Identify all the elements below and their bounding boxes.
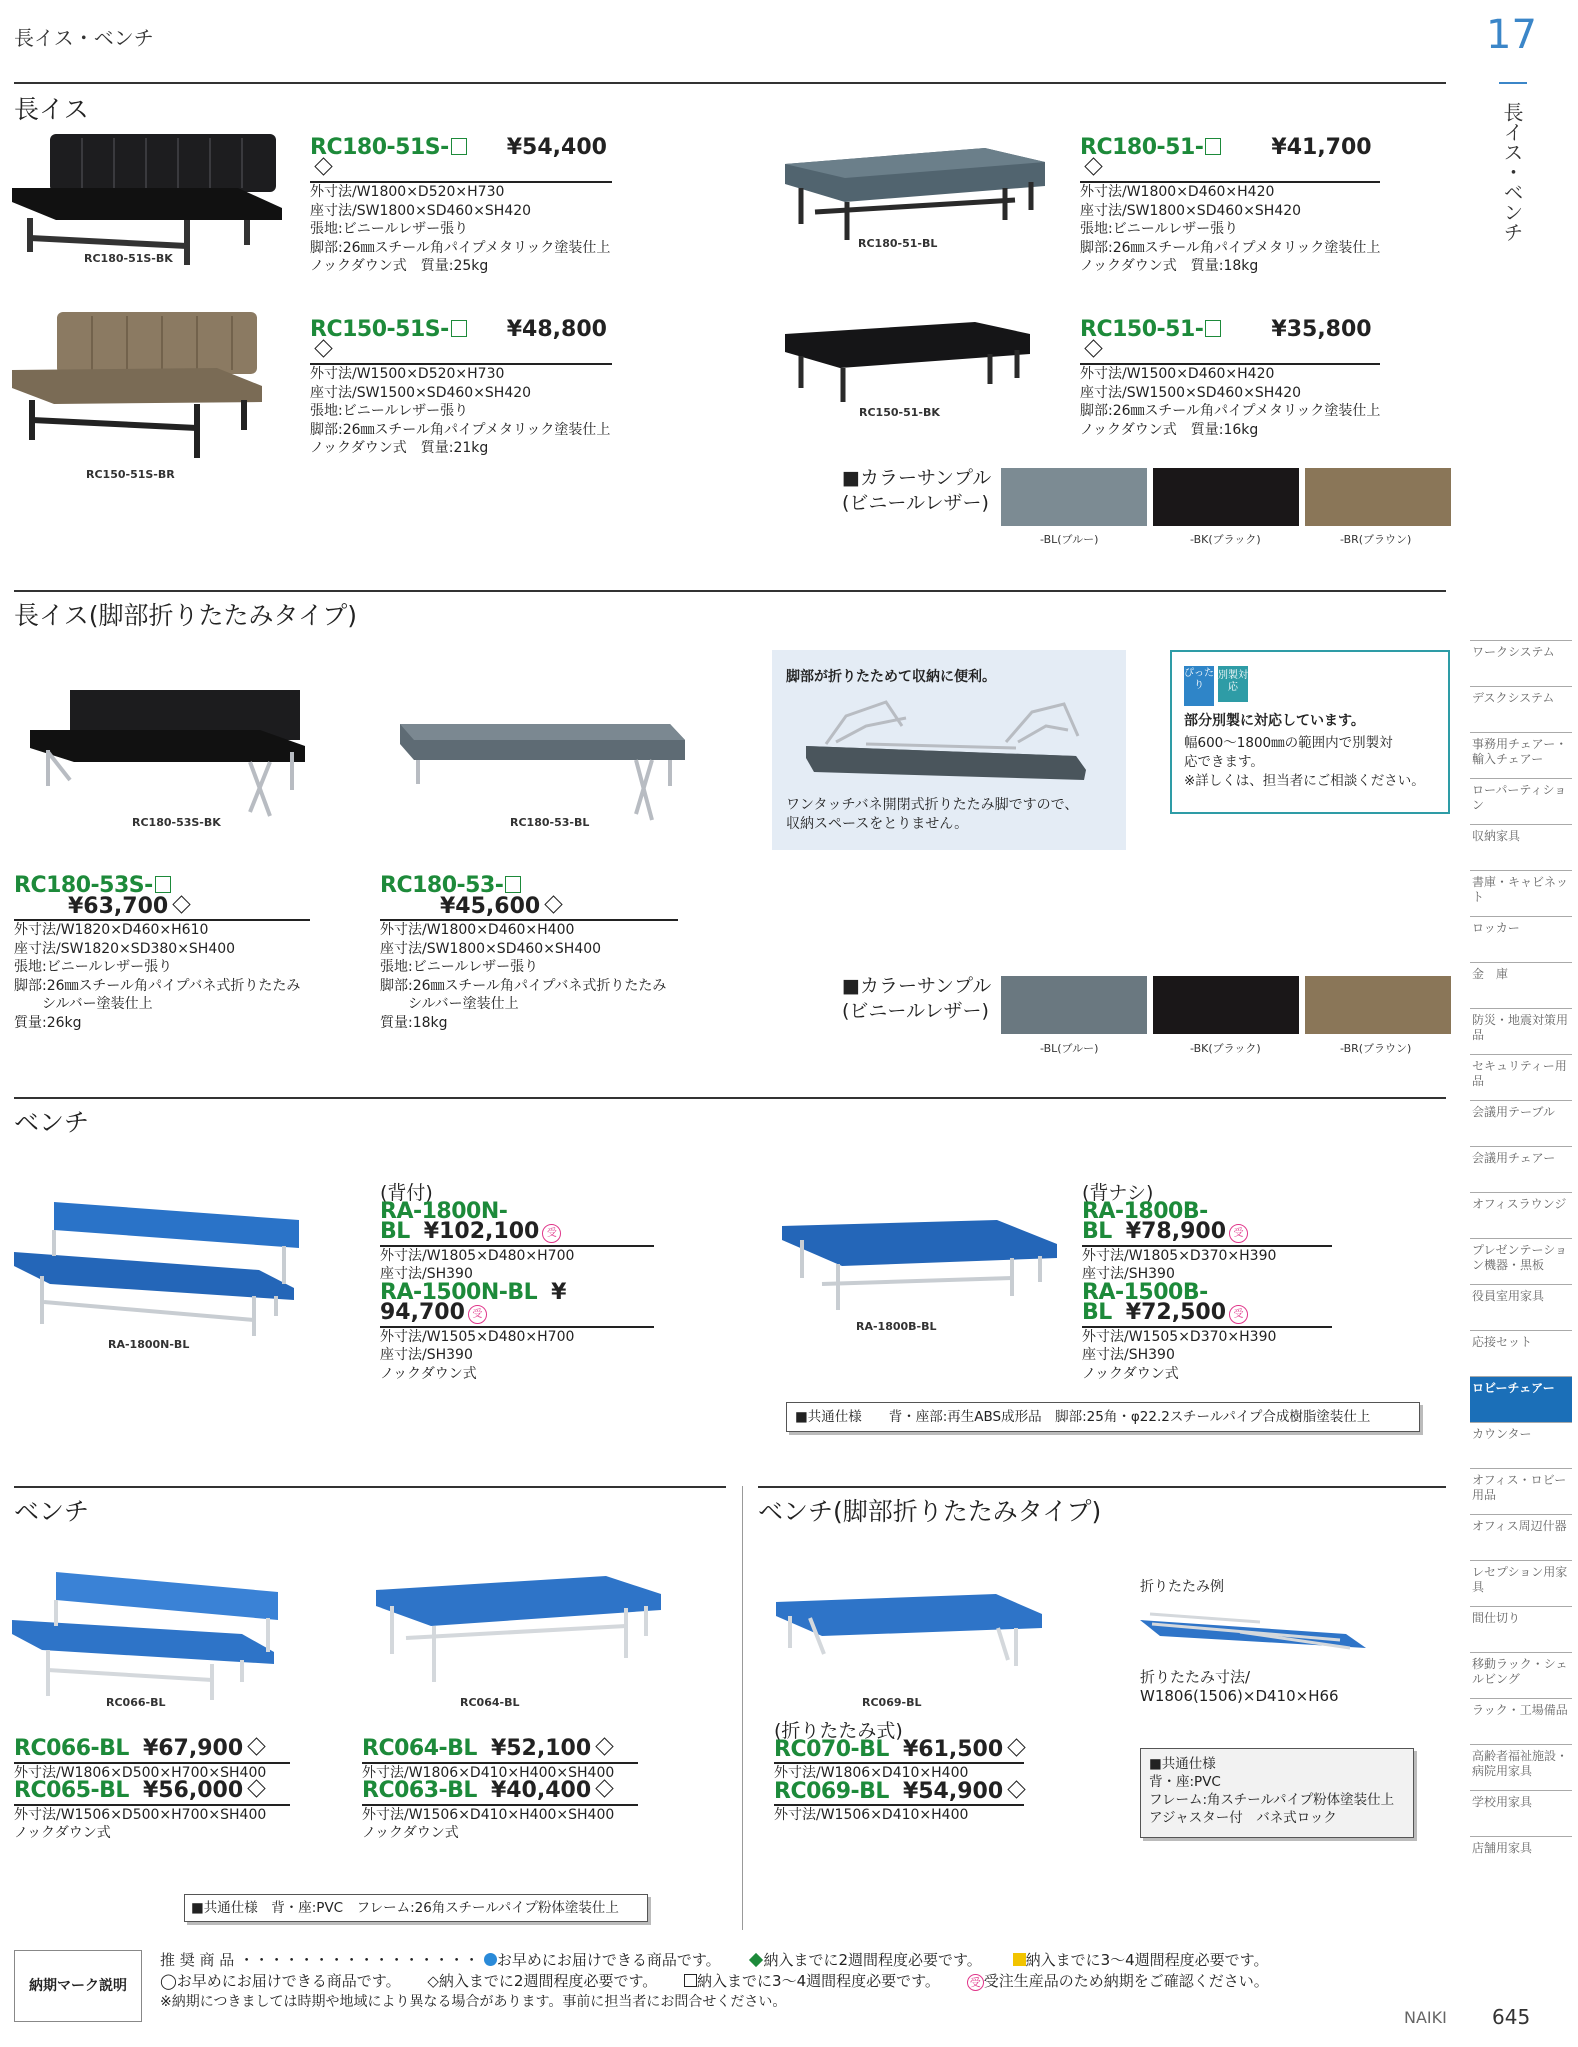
delivery-mark-diamond bbox=[314, 157, 332, 175]
color-sample-heading: ■カラーサンプル bbox=[842, 975, 992, 997]
spec-line: 座寸法/SW1800×SD460×SH420 bbox=[310, 202, 532, 219]
delivery-mark-diamond bbox=[1084, 339, 1102, 357]
delivery-mark-diamond bbox=[595, 1737, 613, 1755]
color-sample-subheading: (ビニールレザー) bbox=[842, 492, 989, 514]
legend-text: 推 奨 商 品 ・・・・・・・・・・・・・・・・ bbox=[160, 1951, 480, 1969]
page-title: 長イス・ベンチ bbox=[14, 26, 154, 50]
sidebar-item[interactable]: ロッカー bbox=[1470, 916, 1572, 963]
spec-line: 脚部:26㎜スチール角パイプメタリック塗装仕上 bbox=[1080, 403, 1381, 419]
color-box bbox=[505, 876, 521, 893]
delivery-legend bbox=[160, 1950, 1269, 2013]
price: ¥54,900 bbox=[902, 1778, 1004, 1804]
vertical-title: 長イス・ベンチ bbox=[1500, 102, 1524, 242]
sidebar-item-active[interactable]: ロビーチェアー bbox=[1470, 1376, 1572, 1423]
legend-text: 受注生産品のため納期をご確認ください。 bbox=[983, 1972, 1269, 1990]
delivery-mark-diamond bbox=[1084, 157, 1102, 175]
color-box bbox=[1205, 138, 1221, 155]
model-number: RA-1800B-BL bbox=[1082, 1198, 1208, 1244]
sidebar-item[interactable]: 移動ラック・シェルビング bbox=[1470, 1652, 1572, 1699]
spec-line: 脚部:26㎜スチール角パイプメタリック塗装仕上 bbox=[310, 421, 611, 438]
fit-badge: ぴったり bbox=[1184, 666, 1214, 706]
chapter-divider bbox=[1499, 82, 1527, 84]
spec-line: 外寸法/W1806×D410×H400×SH400 bbox=[362, 1764, 615, 1781]
product-image-rc150-51 bbox=[785, 322, 1030, 404]
section-divider bbox=[14, 1486, 726, 1488]
price: ¥78,900 bbox=[1125, 1219, 1226, 1244]
mark-order: 受 bbox=[967, 1974, 984, 1991]
spec-line: 外寸法/W1806×D410×H400 bbox=[774, 1765, 969, 1781]
swatch-label: -BR(ブラウン) bbox=[1340, 1042, 1412, 1055]
delivery-mark-diamond bbox=[1007, 1738, 1025, 1756]
section-divider bbox=[14, 1097, 1446, 1099]
spec-line: 外寸法/W1500×D520×H730 bbox=[310, 366, 505, 382]
product-rc150-51s bbox=[310, 317, 612, 458]
product-rc180-53s bbox=[14, 873, 310, 1032]
custom-order-box bbox=[1170, 650, 1450, 814]
swatch-label: -BK(ブラック) bbox=[1190, 533, 1261, 546]
product-image-ra-1800b bbox=[782, 1218, 1057, 1318]
price: ¥40,400 bbox=[490, 1778, 592, 1803]
color-sample-subheading: (ビニールレザー) bbox=[842, 1000, 989, 1022]
fold-box-text bbox=[786, 796, 1078, 834]
price: ¥67,900 bbox=[142, 1736, 244, 1761]
model-number: RC180-53S- bbox=[14, 873, 153, 898]
color-box bbox=[451, 320, 467, 337]
spec-line: 外寸法/W1505×D480×H700 bbox=[380, 1328, 575, 1345]
swatch-blue bbox=[1001, 468, 1147, 526]
column-divider bbox=[742, 1486, 743, 1930]
fold-size bbox=[1140, 1668, 1339, 1706]
spec-line: 質量:26kg bbox=[14, 1014, 82, 1031]
spec-line: 脚部:26㎜スチール角パイプメタリック塗装仕上 bbox=[310, 239, 611, 256]
delivery-mark-diamond bbox=[173, 895, 191, 913]
sidebar-item[interactable]: 会議用チェアー bbox=[1470, 1146, 1572, 1193]
fold-size-value: W1806(1506)×D410×H66 bbox=[1140, 1687, 1339, 1705]
spec-line: ノックダウン式 bbox=[380, 1365, 477, 1382]
spec-line: ノックダウン式 質量:18kg bbox=[1080, 258, 1259, 274]
swatch-black bbox=[1153, 976, 1299, 1034]
custom-box-line: 幅600～1800㎜の範囲内で別製対 bbox=[1184, 735, 1393, 751]
price: ¥48,800 bbox=[506, 317, 607, 342]
spec-line: 座寸法/SW1820×SD380×SH400 bbox=[14, 940, 236, 957]
swatch-label: -BL(ブルー) bbox=[1040, 1042, 1099, 1055]
section-title-folding-bench: ベンチ(脚部折りたたみタイプ) bbox=[758, 1497, 1102, 1526]
spec-line: 座寸法/SW1800×SD460×SH420 bbox=[1080, 202, 1302, 219]
swatch-brown bbox=[1305, 468, 1451, 526]
sidebar-item[interactable]: ラック・工場備品 bbox=[1470, 1698, 1572, 1745]
mark-green-diamond bbox=[749, 1953, 763, 1967]
common-spec-line: アジャスター付 バネ式ロック bbox=[1149, 1810, 1337, 1826]
color-sample-heading: ■カラーサンプル bbox=[842, 467, 992, 489]
image-caption: RC150-51S-BR bbox=[86, 468, 175, 481]
delivery-mark-order: 受 bbox=[1229, 1305, 1248, 1324]
spec-line: 張地:ビニールレザー張り bbox=[310, 403, 469, 419]
spec-line: ノックダウン式 bbox=[1082, 1365, 1179, 1382]
legend-text: ◯お早めにお届けできる商品です。 bbox=[160, 1972, 401, 1990]
swatch-brown bbox=[1305, 976, 1451, 1034]
color-sample-title bbox=[842, 974, 991, 1024]
spec-line: 外寸法/W1506×D500×H700×SH400 bbox=[14, 1806, 267, 1823]
sidebar-item[interactable]: 防災・地震対策用品 bbox=[1470, 1008, 1572, 1055]
spec-line: 外寸法/W1800×D520×H730 bbox=[310, 184, 505, 200]
mark-square bbox=[684, 1974, 697, 1987]
sidebar-item[interactable]: 応接セット bbox=[1470, 1330, 1572, 1377]
model-number: RC180-53- bbox=[380, 873, 504, 898]
price: ¥ 94,700 bbox=[380, 1279, 567, 1325]
fold-feature-box bbox=[772, 650, 1126, 850]
fold-example-image bbox=[1140, 1610, 1370, 1658]
swatch-black bbox=[1153, 468, 1299, 526]
product-rc064-063 bbox=[362, 1736, 638, 1843]
product-ra-noback bbox=[1082, 1184, 1332, 1383]
image-caption: RC066-BL bbox=[106, 1696, 166, 1709]
custom-box-line: ※詳しくは、担当者にご相談ください。 bbox=[1184, 773, 1425, 789]
sidebar-item[interactable]: 収納家具 bbox=[1470, 824, 1572, 871]
spec-line: 外寸法/W1820×D460×H610 bbox=[14, 922, 209, 938]
legend-text: 納入までに2週間程度必要です。 bbox=[763, 1951, 982, 1969]
spec-line: 外寸法/W1800×D460×H420 bbox=[1080, 184, 1275, 200]
image-caption: RA-1800B-BL bbox=[856, 1320, 937, 1333]
section-title-bench: ベンチ bbox=[14, 1108, 90, 1137]
image-caption: RC064-BL bbox=[460, 1696, 520, 1709]
sidebar-item[interactable]: カウンター bbox=[1470, 1422, 1572, 1469]
chapter-number: 17 bbox=[1486, 12, 1537, 58]
product-image-ra-1800n bbox=[14, 1200, 304, 1340]
color-box bbox=[1205, 320, 1221, 337]
sidebar-item[interactable]: 事務用チェアー・輸入チェアー bbox=[1470, 732, 1572, 779]
section-divider bbox=[758, 1486, 1446, 1488]
custom-box-line: 応できます。 bbox=[1184, 754, 1264, 770]
product-image-rc180-53 bbox=[400, 714, 685, 824]
spec-line: 外寸法/W1805×D370×H390 bbox=[1082, 1247, 1277, 1264]
rc06-common-spec: ■共通仕様 背・座:PVC フレーム:26角スチールパイプ粉体塗装仕上 bbox=[184, 1894, 648, 1922]
product-image-rc180-51s bbox=[12, 130, 282, 270]
brand-name: NAIKI bbox=[1404, 2008, 1447, 2027]
product-ra-back bbox=[380, 1184, 654, 1383]
spec-line: ノックダウン式 質量:21kg bbox=[310, 440, 489, 456]
legend-note: ※納期につきましては時期や地域により異なる場合があります。事前に担当者にお問合せください。 bbox=[160, 1994, 787, 2010]
product-rc180-53 bbox=[380, 873, 678, 1032]
color-sample-title bbox=[842, 466, 991, 516]
legend-text: お早めにお届けできる商品です。 bbox=[496, 1951, 721, 1969]
spec-line: 脚部:26㎜スチール角パイプバネ式折りたたみ bbox=[14, 977, 301, 994]
fold-example-label: 折りたたみ例 bbox=[1140, 1579, 1224, 1595]
fold-box-line: ワンタッチバネ開閉式折りたたみ脚ですので、 bbox=[786, 797, 1079, 813]
delivery-legend-label: 納期マーク説明 bbox=[14, 1950, 142, 2022]
model-number: RC063-BL bbox=[362, 1778, 477, 1803]
price: ¥61,500 bbox=[902, 1736, 1004, 1762]
spec-line: 外寸法/W1505×D370×H390 bbox=[1082, 1328, 1277, 1345]
spec-line: 座寸法/SW1800×SD460×SH400 bbox=[380, 940, 602, 957]
price: ¥63,700 bbox=[68, 893, 169, 919]
price: ¥45,600 bbox=[440, 893, 541, 919]
ra-common-spec: ■共通仕様 背・座部:再生ABS成形品 脚部:25角・φ22.2スチールパイプ合成樹脂塗装仕上 bbox=[786, 1402, 1420, 1432]
spec-line: ノックダウン式 bbox=[14, 1825, 111, 1841]
product-image-rc064 bbox=[376, 1576, 661, 1686]
spec-line: ノックダウン式 質量:25kg bbox=[310, 258, 489, 274]
product-image-rc150-51s bbox=[12, 310, 262, 462]
spec-line: 外寸法/W1806×D500×H700×SH400 bbox=[14, 1764, 267, 1781]
model-number: RA-1800N-BL bbox=[380, 1198, 508, 1244]
price: ¥52,100 bbox=[490, 1736, 592, 1761]
sidebar-item[interactable]: オフィス周辺什器 bbox=[1470, 1514, 1572, 1561]
spec-line: 脚部:26㎜スチール角パイプバネ式折りたたみ bbox=[380, 977, 667, 994]
section-title-long-chair: 長イス bbox=[14, 95, 89, 124]
rc07-common-spec bbox=[1140, 1748, 1414, 1838]
delivery-mark-order: 受 bbox=[1229, 1224, 1248, 1243]
spec-line: 座寸法/SW1500×SD460×SH420 bbox=[310, 384, 532, 401]
sidebar-item[interactable]: 間仕切り bbox=[1470, 1606, 1572, 1653]
model-number: RC180-51S- bbox=[310, 135, 449, 160]
spec-line: シルバー塗装仕上 bbox=[14, 996, 153, 1012]
legend-row bbox=[160, 1950, 1269, 1971]
product-image-rc180-53s bbox=[30, 690, 305, 820]
product-image-rc180-51 bbox=[785, 148, 1045, 244]
model-number: RC180-51- bbox=[1080, 135, 1204, 160]
model-number: RC069-BL bbox=[774, 1778, 889, 1804]
product-rc180-51 bbox=[1080, 135, 1381, 276]
sidebar-item[interactable]: 役員室用家具 bbox=[1470, 1284, 1572, 1331]
common-spec-line: ■共通仕様 bbox=[1149, 1756, 1216, 1772]
section-divider bbox=[14, 82, 1446, 84]
price: ¥54,400 bbox=[506, 135, 607, 160]
product-rc150-51 bbox=[1080, 317, 1381, 439]
variant-label: (背ナシ) bbox=[1082, 1182, 1154, 1204]
variant-label: (折りたたみ式) bbox=[774, 1720, 903, 1742]
sidebar-item[interactable]: レセプション用家具 bbox=[1470, 1560, 1572, 1607]
swatch-label: -BK(ブラック) bbox=[1190, 1042, 1261, 1055]
common-spec-line: フレーム:角スチールパイプ粉体塗装仕上 bbox=[1149, 1792, 1395, 1808]
image-caption: RC180-51S-BK bbox=[84, 252, 173, 265]
spec-line: 座寸法/SH390 bbox=[1082, 1266, 1175, 1282]
fold-box-title: 脚部が折りたためて収納に便利。 bbox=[786, 669, 996, 685]
image-caption: RC150-51-BK bbox=[859, 406, 940, 419]
image-caption: RC180-51-BL bbox=[858, 237, 938, 250]
swatch-blue bbox=[1001, 976, 1147, 1034]
spec-line: ノックダウン式 bbox=[362, 1825, 459, 1841]
variant-label: (背付) bbox=[380, 1182, 433, 1204]
sidebar-item[interactable]: オフィス・ロビー用品 bbox=[1470, 1468, 1572, 1515]
sidebar-item[interactable]: デスクシステム bbox=[1470, 686, 1572, 733]
sidebar-item[interactable]: 学校用家具 bbox=[1470, 1790, 1572, 1837]
sidebar-item[interactable]: オフィスラウンジ bbox=[1470, 1192, 1572, 1239]
model-number: RA-1500N-BL bbox=[380, 1279, 538, 1305]
sidebar-item[interactable]: セキュリティー用品 bbox=[1470, 1054, 1572, 1101]
sidebar-item[interactable]: ワークシステム bbox=[1470, 640, 1572, 687]
fold-diagram bbox=[806, 696, 1096, 786]
delivery-mark-diamond bbox=[545, 895, 563, 913]
category-sidebar bbox=[1470, 640, 1578, 1930]
delivery-mark-diamond bbox=[247, 1737, 265, 1755]
color-box bbox=[451, 138, 467, 155]
spec-line: 座寸法/SW1500×SD460×SH420 bbox=[1080, 384, 1302, 401]
common-spec-line: 背・座:PVC bbox=[1149, 1774, 1221, 1790]
legend-text: 納入までに3～4週間程度必要です。 bbox=[1025, 1951, 1269, 1969]
spec-line: 座寸法/SH390 bbox=[1082, 1347, 1175, 1363]
model-number: RA-1500B-BL bbox=[1082, 1279, 1208, 1325]
spec-line: 外寸法/W1500×D460×H420 bbox=[1080, 366, 1275, 382]
price: ¥56,000 bbox=[142, 1778, 244, 1803]
model-number: RC150-51- bbox=[1080, 317, 1204, 342]
spec-line: 張地:ビニールレザー張り bbox=[1080, 221, 1239, 237]
mark-yellow-square bbox=[1013, 1953, 1026, 1966]
spec-line: 張地:ビニールレザー張り bbox=[310, 221, 469, 237]
image-caption: RC180-53S-BK bbox=[132, 816, 221, 829]
delivery-mark-diamond bbox=[314, 339, 332, 357]
price: ¥72,500 bbox=[1125, 1300, 1226, 1325]
spec-line: 張地:ビニールレザー張り bbox=[380, 959, 539, 975]
delivery-mark-diamond bbox=[595, 1779, 613, 1797]
spec-line: 質量:18kg bbox=[380, 1014, 448, 1031]
custom-box-title: 部分別製に対応しています。 bbox=[1184, 713, 1365, 729]
spec-line: 座寸法/SH390 bbox=[380, 1266, 473, 1282]
sidebar-item[interactable]: ローパーティション bbox=[1470, 778, 1572, 825]
sidebar-item[interactable]: 高齢者福祉施設・病院用家具 bbox=[1470, 1744, 1572, 1791]
product-image-rc066 bbox=[12, 1570, 278, 1700]
spec-line: 外寸法/W1506×D410×H400 bbox=[774, 1807, 969, 1823]
spec-line: ノックダウン式 質量:16kg bbox=[1080, 421, 1259, 438]
spec-line: 外寸法/W1800×D460×H400 bbox=[380, 922, 575, 938]
model-number: RC070-BL bbox=[774, 1736, 889, 1762]
sidebar-item[interactable]: 店舗用家具 bbox=[1470, 1836, 1572, 1883]
price: ¥102,100 bbox=[423, 1219, 540, 1244]
price: ¥41,700 bbox=[1271, 135, 1372, 160]
sidebar-item[interactable]: プレゼンテーション機器・黒板 bbox=[1470, 1238, 1572, 1285]
product-rc180-51s bbox=[310, 135, 612, 276]
spec-line: シルバー塗装仕上 bbox=[380, 996, 519, 1012]
swatch-label: -BL(ブルー) bbox=[1040, 533, 1099, 546]
delivery-mark-order: 受 bbox=[468, 1305, 487, 1324]
product-rc066-065 bbox=[14, 1736, 290, 1843]
page-number: 645 bbox=[1492, 2005, 1531, 2029]
model-number: RC064-BL bbox=[362, 1736, 477, 1761]
sidebar-item[interactable]: 書庫・キャビネット bbox=[1470, 870, 1572, 917]
model-number: RC150-51S- bbox=[310, 317, 449, 342]
legend-text: ◇納入までに2週間程度必要です。 bbox=[427, 1972, 658, 1990]
sidebar-item[interactable]: 金 庫 bbox=[1470, 962, 1572, 1009]
custom-badge: 別製対応 bbox=[1218, 666, 1248, 702]
legend-text: 納入までに3～4週間程度必要です。 bbox=[697, 1972, 940, 1990]
spec-line: 張地:ビニールレザー張り bbox=[14, 959, 173, 975]
spec-line: 外寸法/W1506×D410×H400×SH400 bbox=[362, 1806, 615, 1823]
delivery-mark-diamond bbox=[247, 1779, 265, 1797]
section-divider bbox=[14, 590, 1446, 592]
swatch-label: -BR(ブラウン) bbox=[1340, 533, 1412, 546]
fold-box-line: 収納スペースをとりません。 bbox=[786, 816, 969, 832]
section-title-folding-long-chair: 長イス(脚部折りたたみタイプ) bbox=[14, 601, 358, 630]
color-box bbox=[155, 876, 171, 893]
model-number: RC066-BL bbox=[14, 1736, 129, 1761]
spec-line: 外寸法/W1805×D480×H700 bbox=[380, 1247, 575, 1264]
product-image-rc069 bbox=[776, 1594, 1042, 1674]
mark-blue-circle bbox=[484, 1953, 497, 1966]
legend-row bbox=[160, 1971, 1269, 1992]
sidebar-item[interactable]: 会議用テーブル bbox=[1470, 1100, 1572, 1147]
delivery-mark-diamond bbox=[1007, 1780, 1025, 1798]
section-title-bench-2: ベンチ bbox=[14, 1497, 90, 1526]
spec-line: 座寸法/SH390 bbox=[380, 1347, 473, 1363]
model-number: RC065-BL bbox=[14, 1778, 129, 1803]
delivery-mark-order: 受 bbox=[542, 1224, 561, 1243]
product-rc070-069 bbox=[774, 1722, 1024, 1825]
fold-size-label: 折りたたみ寸法/ bbox=[1140, 1668, 1251, 1686]
spec-line: 脚部:26㎜スチール角パイプメタリック塗装仕上 bbox=[1080, 239, 1381, 256]
image-caption: RA-1800N-BL bbox=[108, 1338, 190, 1351]
custom-box-text bbox=[1184, 734, 1425, 791]
image-caption: RC180-53-BL bbox=[510, 816, 590, 829]
price: ¥35,800 bbox=[1271, 317, 1372, 342]
image-caption: RC069-BL bbox=[862, 1696, 922, 1709]
